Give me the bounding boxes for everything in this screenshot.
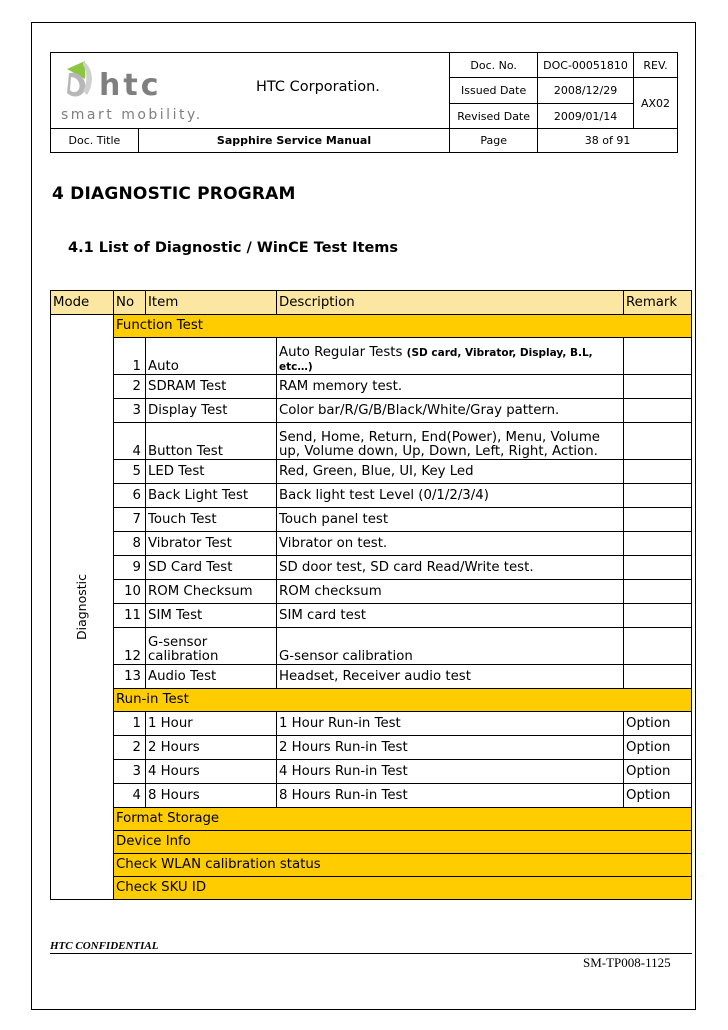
- section-check-wlan: Check WLAN calibration status: [114, 854, 692, 877]
- rev-label: REV.: [634, 53, 678, 78]
- htc-logo: [57, 57, 217, 123]
- table-row: 11 SIM Test SIM card test: [51, 604, 692, 628]
- col-no: No: [114, 291, 146, 315]
- table-row: 6 Back Light Test Back light test Level (0/1/2/3/4): [51, 484, 692, 508]
- logo-cell: [51, 53, 450, 129]
- section-device-info: Device Info: [114, 831, 692, 854]
- issued-date-label: Issued Date: [450, 78, 538, 104]
- table-row: 3 4 Hours 4 Hours Run-in Test Option: [51, 760, 692, 784]
- row-description: Auto Regular Tests (SD card, Vibrator, Display, B.L, etc…): [277, 338, 624, 375]
- document-header: [50, 52, 678, 153]
- section-format-storage: Format Storage: [114, 808, 692, 831]
- table-row: 1 Auto Auto Regular Tests (SD card, Vibrator, Display, B.L, etc…): [51, 338, 692, 375]
- issued-date-value: 2008/12/29: [538, 78, 634, 104]
- col-remark: Remark: [624, 291, 692, 315]
- rev-value: AX02: [634, 78, 678, 129]
- doc-title-label: Doc. Title: [51, 129, 139, 153]
- table-row: 2 SDRAM Test RAM memory test.: [51, 375, 692, 399]
- table-header-row: [51, 291, 692, 315]
- footer-doc-code: SM-TP008-1125: [583, 955, 671, 970]
- section-function-test: Function Test: [114, 315, 692, 338]
- section-run-in-test: Run-in Test: [114, 689, 692, 712]
- subsection-heading: 4.1 List of Diagnostic / WinCE Test Items: [68, 240, 399, 256]
- mode-cell: [51, 315, 114, 900]
- htc-logo-mark-icon: [67, 61, 92, 96]
- doc-title-value: Sapphire Service Manual: [138, 129, 449, 153]
- mode-label: Diagnostic: [74, 573, 89, 641]
- table-row: 5 LED Test Red, Green, Blue, UI, Key Led: [51, 460, 692, 484]
- footer-confidential: HTC CONFIDENTIAL: [50, 940, 159, 952]
- section-heading: 4 DIAGNOSTIC PROGRAM: [52, 184, 296, 204]
- htc-logo-tagline: smart mobility.: [61, 107, 203, 123]
- col-mode: Mode: [51, 291, 114, 315]
- page-value: 38 of 91: [538, 129, 678, 153]
- table-row: 2 2 Hours 2 Hours Run-in Test Option: [51, 736, 692, 760]
- table-row: 13 Audio Test Headset, Receiver audio test: [51, 665, 692, 689]
- table-row: 9 SD Card Test SD door test, SD card Read/Write test.: [51, 556, 692, 580]
- table-row: 10 ROM Checksum ROM checksum: [51, 580, 692, 604]
- doc-no-value: DOC-00051810: [538, 53, 634, 78]
- table-row: 4 Button Test Send, Home, Return, End(Power), Menu, Volume up, Volume down, Up, Down, Left, Right, Action.: [51, 423, 692, 460]
- diagnostic-items-table: [50, 290, 692, 900]
- section-check-sku: Check SKU ID: [114, 877, 692, 900]
- footer-divider: [50, 953, 692, 954]
- table-row: 1 1 Hour 1 Hour Run-in Test Option: [51, 712, 692, 736]
- revised-date-label: Revised Date: [450, 104, 538, 129]
- doc-no-label: Doc. No.: [450, 53, 538, 78]
- table-row: 12 G-sensor calibration G-sensor calibration: [51, 628, 692, 665]
- page-label: Page: [450, 129, 538, 153]
- revised-date-value: 2009/01/14: [538, 104, 634, 129]
- col-item: Item: [146, 291, 277, 315]
- table-row: 3 Display Test Color bar/R/G/B/Black/White/Gray pattern.: [51, 399, 692, 423]
- table-row: 4 8 Hours 8 Hours Run-in Test Option: [51, 784, 692, 808]
- company-name: HTC Corporation.: [256, 79, 380, 95]
- table-row: 7 Touch Test Touch panel test: [51, 508, 692, 532]
- col-description: Description: [277, 291, 624, 315]
- table-row: 8 Vibrator Test Vibrator on test.: [51, 532, 692, 556]
- htc-logo-text: htc: [99, 68, 162, 103]
